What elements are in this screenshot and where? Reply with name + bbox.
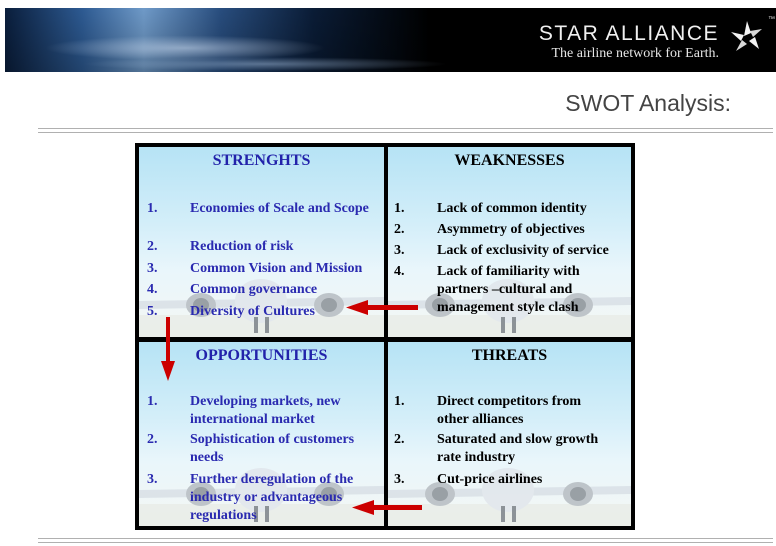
brand-tagline: The airline network for Earth. (551, 46, 719, 61)
weakness-to-strength-arrow-icon (346, 300, 418, 316)
title-divider-bottom (38, 132, 773, 133)
strength-item: 1. Economies of Scale and Scope (147, 201, 369, 216)
header-banner (5, 8, 776, 72)
strengths-cell: STRENGHTS 1. Economies of Scale and Scope 2. Reduction of risk 3. Common Vision and Mission 4. Common governance 5. Diversity of Cultures (139, 147, 384, 337)
page-title: SWOT Analysis: (565, 90, 731, 116)
strengths-title: STRENGHTS (212, 152, 311, 169)
threats-title: THREATS (471, 347, 548, 364)
strength-to-opportunity-arrow-icon (160, 317, 176, 381)
swot-grid (135, 143, 635, 530)
threat-to-opportunity-arrow-icon (352, 500, 422, 516)
threats-cell: THREATS 1. Direct competitors from other alliances 2. Saturated and slow growth rate industry 3. Cut-price airlines (388, 342, 631, 526)
star-alliance-logo-icon (724, 15, 770, 61)
weaknesses-title: WEAKNESSES (454, 152, 565, 169)
airplane-wing-photo (5, 8, 465, 72)
opportunities-title: OPPORTUNITIES (195, 347, 328, 364)
brand-name: STAR ALLIANCE (538, 22, 719, 45)
title-divider-top (38, 128, 773, 129)
weaknesses-cell: WEAKNESSES 1. Lack of common identity 2. Asymmetry of objectives 3. Lack of exclusivity of service 4. Lack of familiarity with partners –cultural and management style clash (388, 147, 631, 337)
trademark-symbol: ™ (768, 16, 775, 23)
opportunities-cell: OPPORTUNITIES 1. Developing markets, new international market 2. Sophistication of customers needs 3. Further deregulation of the industry or advantageous regulations (139, 342, 384, 526)
footer-divider-top (38, 538, 773, 539)
footer-divider-bottom (38, 542, 773, 543)
